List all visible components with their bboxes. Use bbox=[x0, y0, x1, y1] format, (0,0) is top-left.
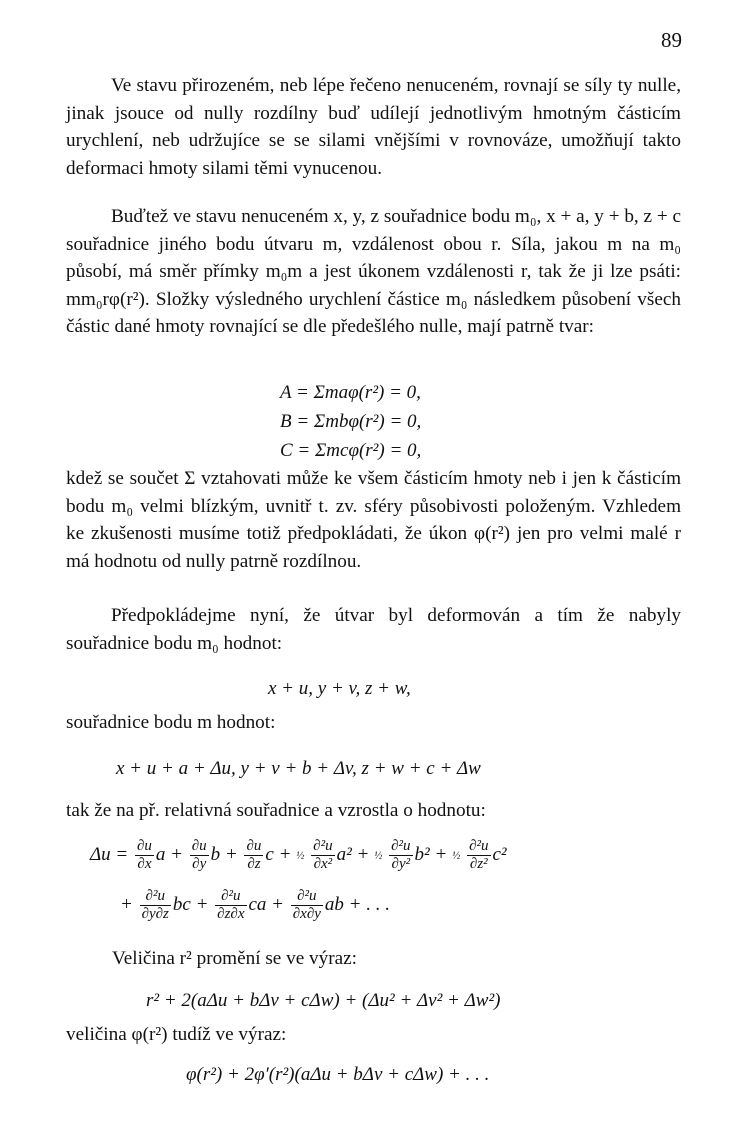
fraction-d2u-dz2: $\frac{\text{∂²u}}{\text{∂z²}}$ bbox=[469, 838, 489, 872]
line-relative-coordinate: tak že na př. relativná souřadnice a vzrostla o hodnotu: bbox=[66, 800, 486, 821]
equation-c: C = Σmcφ(r²) = 0, bbox=[280, 440, 422, 461]
fraction-d2u-dxdy: $\frac{\text{∂²u}}{\partial x\partial y}$ bbox=[292, 888, 321, 922]
fraction-d2u-dydz: $\frac{\text{∂²u}}{\partial y\partial z}$ bbox=[141, 888, 169, 922]
fraction-d2u-dzdx: $\frac{\text{∂²u}}{\partial z\partial x}$ bbox=[217, 888, 245, 922]
delta-u-lhs: Δu = bbox=[90, 843, 129, 865]
half-coefficient: ½ bbox=[374, 849, 383, 862]
equations-abc bbox=[280, 378, 421, 465]
equation-b: B = Σmbφ(r²) = 0, bbox=[280, 411, 422, 432]
line-coords-m: souřadnice bodu m hodnot: bbox=[66, 712, 276, 733]
paragraph-3: kdež se součet Σ vztahovati může ke všem částicím hmoty neb i jen k částicím bodu m₀ velmi blízkým, uvnitř t. zv. sféry působivosti položeným. Vzhledem ke zkušenosti musíme totiž předpokládati, že úkon φ(r²) jen pro velmi malé r má hodnotu od nully patrně rozdílnou. bbox=[66, 468, 681, 572]
fraction-du-dz: $\frac{\partial u}{\partial z}$ bbox=[246, 838, 262, 872]
fraction-d2u-dx2: $\frac{\text{∂²u}}{\text{∂x²}}$ bbox=[313, 838, 333, 872]
line-r-squared: Veličina r² promění se ve výraz: bbox=[112, 948, 357, 969]
half-coefficient: ½ bbox=[296, 849, 305, 862]
equation-r-squared: r² + 2(aΔu + bΔv + cΔw) + (Δu² + Δv² + Δw²) bbox=[146, 990, 501, 1011]
fraction-du-dx: $\frac{\partial u}{\partial x}$ bbox=[136, 838, 152, 872]
half-coefficient: ½ bbox=[452, 849, 461, 862]
line-phi: veličina φ(r²) tudíž ve výraz: bbox=[66, 1024, 287, 1045]
fraction-d2u-dy2: $\frac{\text{∂²u}}{\text{∂y²}}$ bbox=[391, 838, 411, 872]
fraction-du-dy: $\frac{\partial u}{\partial y}$ bbox=[191, 838, 207, 872]
equation-phi: φ(r²) + 2φ′(r²)(aΔu + bΔv + cΔw) + . . . bbox=[186, 1064, 490, 1085]
paragraph-1: Ve stavu přirozeném, neb lépe řečeno nenuceném, rovnají se síly ty nulle, jinak jsouce od nully rozdílny buď udílejí jednotlivým hmotným částicím urychlení, neb udržujíce se se silami vnějšími v rovnováze, umožňují takto deformaci hmoty silami těmi vynucenou. bbox=[66, 75, 681, 179]
equation-delta-u-row2: + $\frac{\text{∂²u}}{\partial y\partial z}$ bc + $\frac{\text{∂²u}}{\partial z\partial x}$ ca + $\frac{\text{∂²u}}{\partial x\partial y}$ ab + . . . bbox=[120, 888, 390, 922]
paragraph-2: Buďtež ve stavu nenuceném x, y, z souřadnice bodu m₀, x + a, y + b, z + c souřadnice jiného bodu útvaru m, vzdálenost obou r. Síla, jakou m na m₀ působí, má směr přímky m₀m a jest úkonem vzdálenosti r, tak že ji lze psáti: mm₀rφ(r²). Složky výsledného urychlení částice m₀ následkem působení všech částic dané hmoty rovnající se dle předešlého nulle, mají patrně tvar: bbox=[66, 206, 681, 337]
page-number: 89 bbox=[661, 28, 682, 52]
equation-a: A = Σmaφ(r²) = 0, bbox=[280, 382, 421, 403]
equation-coords-m0: x + u, y + v, z + w, bbox=[268, 678, 411, 699]
equation-delta-u-row1: Δu = $\frac{\partial u}{\partial x}$ a + $\frac{\partial u}{\partial y}$ b + $\frac{\partial u}{\partial z}$ c + ½ $\frac{\text{∂²u}}{\text{∂x²}}$ a² + ½ $\frac{\text{∂²u}}{\text{∂y²}}$ b² + ½ $\frac{\text{∂²u}}{\text{∂z²}}$ c² bbox=[90, 838, 507, 872]
paragraph-4: Předpokládejme nyní, že útvar byl deformován a tím že nabyly souřadnice bodu m₀ hodnot: bbox=[66, 605, 681, 654]
equation-coords-m: x + u + a + Δu, y + v + b + Δv, z + w + c + Δw bbox=[116, 758, 481, 779]
